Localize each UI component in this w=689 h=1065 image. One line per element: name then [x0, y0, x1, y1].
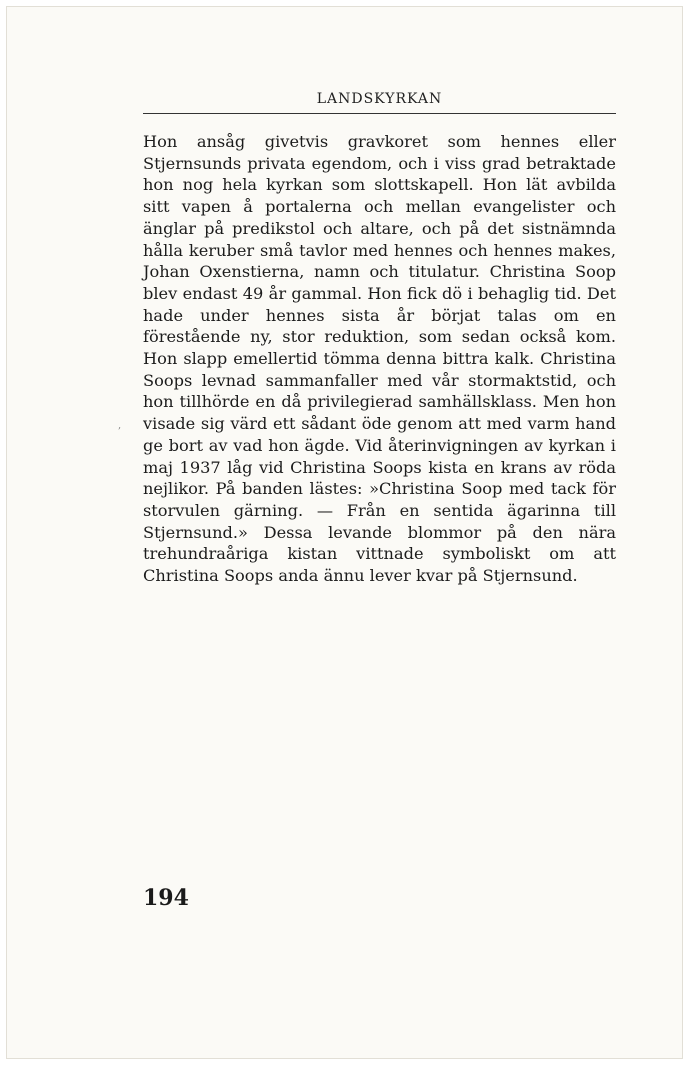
- running-head: LANDSKYRKAN: [316, 91, 443, 107]
- book-page: [6, 6, 683, 1059]
- body-paragraph: Hon ansåg givetvis gravkoret som hennes eller Stjernsunds privata egendom, och i viss grad betraktade hon nog hela kyrkan som slottskapell. Hon lät avbilda sitt vapen å portalerna och mellan evangelister och änglar på predikstol och altare, och på det sistnämnda hålla keruber små tavlor med hennes och hennes makes, Johan Oxenstierna, namn och titulatur. Christina Soop blev endast 49 år gammal. Hon fick dö i behaglig tid. Det hade under hennes sista år börjat talas om en förestående ny, stor reduktion, som sedan också kom. Hon slapp emellertid tömma denna bittra kalk. Christina Soops levnad sammanfaller med vår stormaktstid, och hon tillhörde en då privilegierad samhällsklass. Men hon visade sig värd ett sådant öde genom att med varm hand ge bort av vad hon ägde. Vid återinvigningen av kyrkan i maj 1937 låg vid Christina Soops kista en krans av röda nejlikor. På banden lästes: »Christina Soop med tack för storvulen gärning. — Från en sentida ägarinna till Stjernsund.» Dessa levande blommor på den nära trehundraåriga kistan vittnade symboliskt om att Christina Soops anda ännu lever kvar på Stjernsund.: [143, 132, 616, 586]
- margin-speck: ,: [118, 420, 122, 431]
- header-rule: [143, 113, 616, 114]
- page-number: 194: [143, 885, 189, 911]
